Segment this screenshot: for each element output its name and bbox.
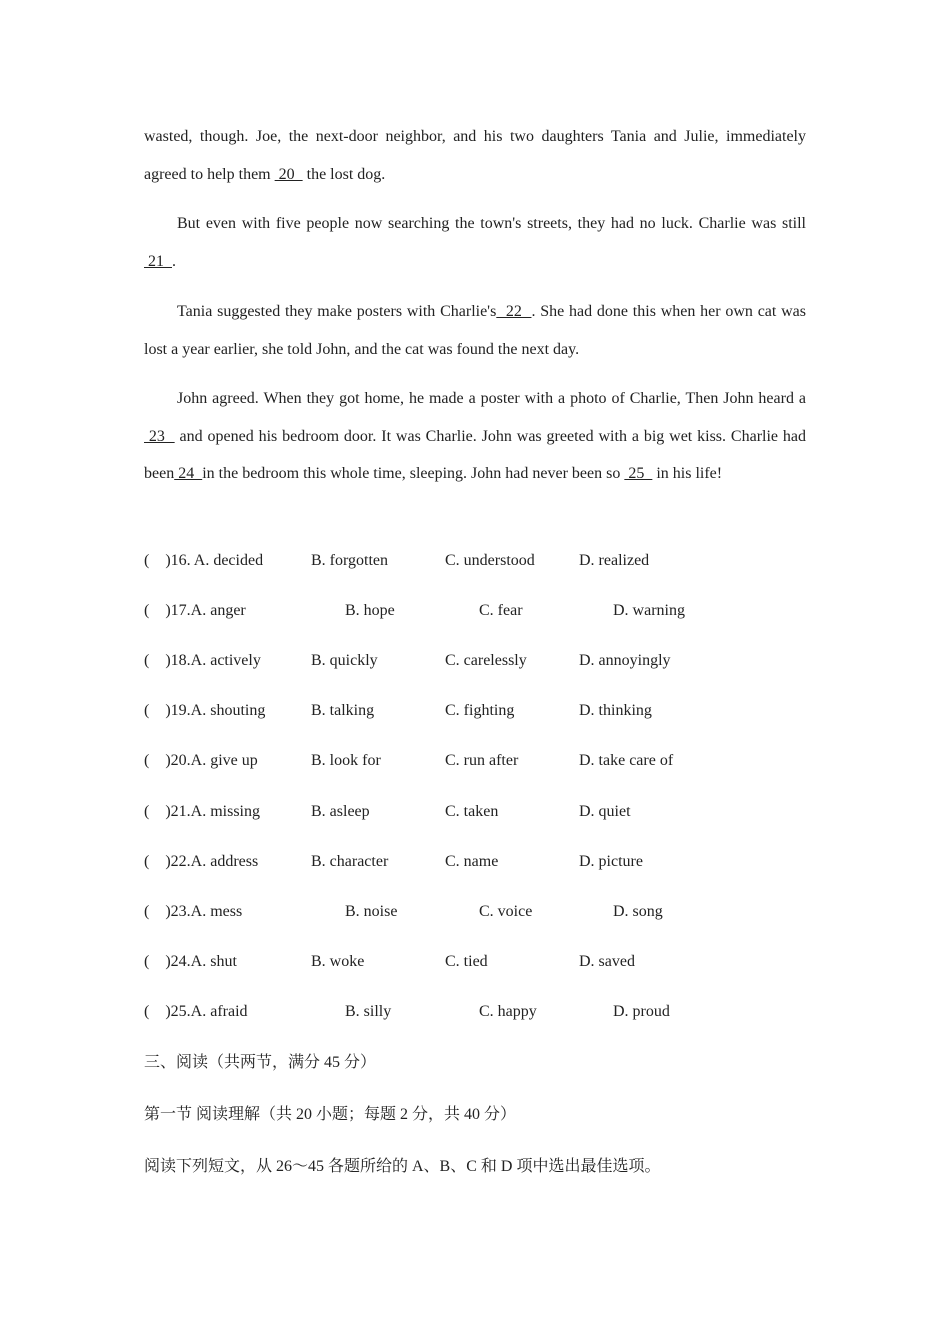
question-option-a: ( )20.A. give up xyxy=(144,752,258,769)
blank-23: 23 xyxy=(144,427,175,445)
question-option-c: C. understood xyxy=(445,552,535,569)
text: in his life! xyxy=(652,465,723,482)
question-option-d: D. saved xyxy=(579,953,635,970)
question-option-b: B. asleep xyxy=(311,803,370,820)
question-option-b: B. woke xyxy=(311,953,365,970)
question-option-a: ( )21.A. missing xyxy=(144,803,260,820)
text: . She had done this when her own cat was lost a year earlier, she told John, and the cat was found the next day. xyxy=(144,303,807,358)
question-option-a: ( )22.A. address xyxy=(144,853,259,870)
question-option-d: D. picture xyxy=(579,853,643,870)
question-option-b: B. look for xyxy=(311,752,381,769)
question-option-b: B. silly xyxy=(345,1003,392,1020)
question-option-b: B. noise xyxy=(345,903,398,920)
question-option-a: ( )25.A. afraid xyxy=(144,1003,248,1020)
passage-paragraph-3 xyxy=(144,293,806,368)
question-option-a: ( )19.A. shouting xyxy=(144,702,266,719)
question-option-b: B. character xyxy=(311,853,389,870)
question-option-c: C. name xyxy=(445,853,499,870)
text: But even with five people now searching the town's streets, they had no luck. Charlie was still xyxy=(177,215,806,232)
question-option-d: D. take care of xyxy=(579,752,674,769)
question-option-a: ( )24.A. shut xyxy=(144,953,237,970)
question-option-d: D. quiet xyxy=(579,803,631,820)
question-option-b: B. talking xyxy=(311,702,375,719)
blank-21: 21 xyxy=(144,252,172,270)
text: in the bedroom this whole time, sleeping. John had never been so xyxy=(202,465,625,482)
blank-22: 22 xyxy=(496,303,532,320)
question-option-b: B. forgotten xyxy=(311,552,389,569)
question-option-c: C. fear xyxy=(479,602,523,619)
question-option-c: C. tied xyxy=(445,953,488,970)
question-option-b: B. hope xyxy=(345,602,395,619)
section-heading: 三、阅读（共两节，满分 45 分） xyxy=(144,1054,377,1071)
question-option-a: ( )16. A. decided xyxy=(144,552,264,569)
blank-20: 20 xyxy=(274,165,303,183)
passage-paragraph-4 xyxy=(144,380,806,493)
question-option-d: D. thinking xyxy=(579,702,652,719)
section-instruction: 阅读下列短文，从 26～45 各题所给的 A、B、C 和 D 项中选出最佳选项。 xyxy=(144,1158,661,1175)
text: wasted, though. Joe, the next-door neighbor, and his two daughters Tania and Julie, immediately agreed to help them xyxy=(144,128,806,183)
passage-paragraph-1 xyxy=(144,118,806,193)
passage-paragraph-2 xyxy=(144,205,806,280)
question-option-c: C. taken xyxy=(445,803,499,820)
question-option-b: B. quickly xyxy=(311,652,378,669)
question-option-c: C. carelessly xyxy=(445,652,527,669)
question-option-d: D. warning xyxy=(613,602,685,619)
text: and opened his bedroom door. It was Charlie. John was greeted with a big wet kiss. Charlie had been xyxy=(144,427,807,482)
blank-25: 25 xyxy=(624,465,653,482)
section-subheading: 第一节 阅读理解（共 20 小题；每题 2 分，共 40 分） xyxy=(144,1106,517,1123)
question-option-a: ( )18.A. actively xyxy=(144,652,261,669)
question-option-d: D. annoyingly xyxy=(579,652,671,669)
blank-24: 24 xyxy=(174,465,203,482)
question-option-d: D. realized xyxy=(579,552,650,569)
text: . xyxy=(172,252,176,270)
question-option-c: C. voice xyxy=(479,903,533,920)
text: Tania suggested they make posters with Charlie's xyxy=(177,303,497,320)
text: the lost dog. xyxy=(302,165,386,183)
question-option-d: D. song xyxy=(613,903,663,920)
text: John agreed. When they got home, he made a poster with a photo of Charlie, Then John heard a xyxy=(177,390,806,407)
question-option-a: ( )17.A. anger xyxy=(144,602,246,619)
question-option-d: D. proud xyxy=(613,1003,670,1020)
question-option-c: C. run after xyxy=(445,752,519,769)
question-option-a: ( )23.A. mess xyxy=(144,903,243,920)
question-option-c: C. fighting xyxy=(445,702,515,719)
question-option-c: C. happy xyxy=(479,1003,537,1020)
